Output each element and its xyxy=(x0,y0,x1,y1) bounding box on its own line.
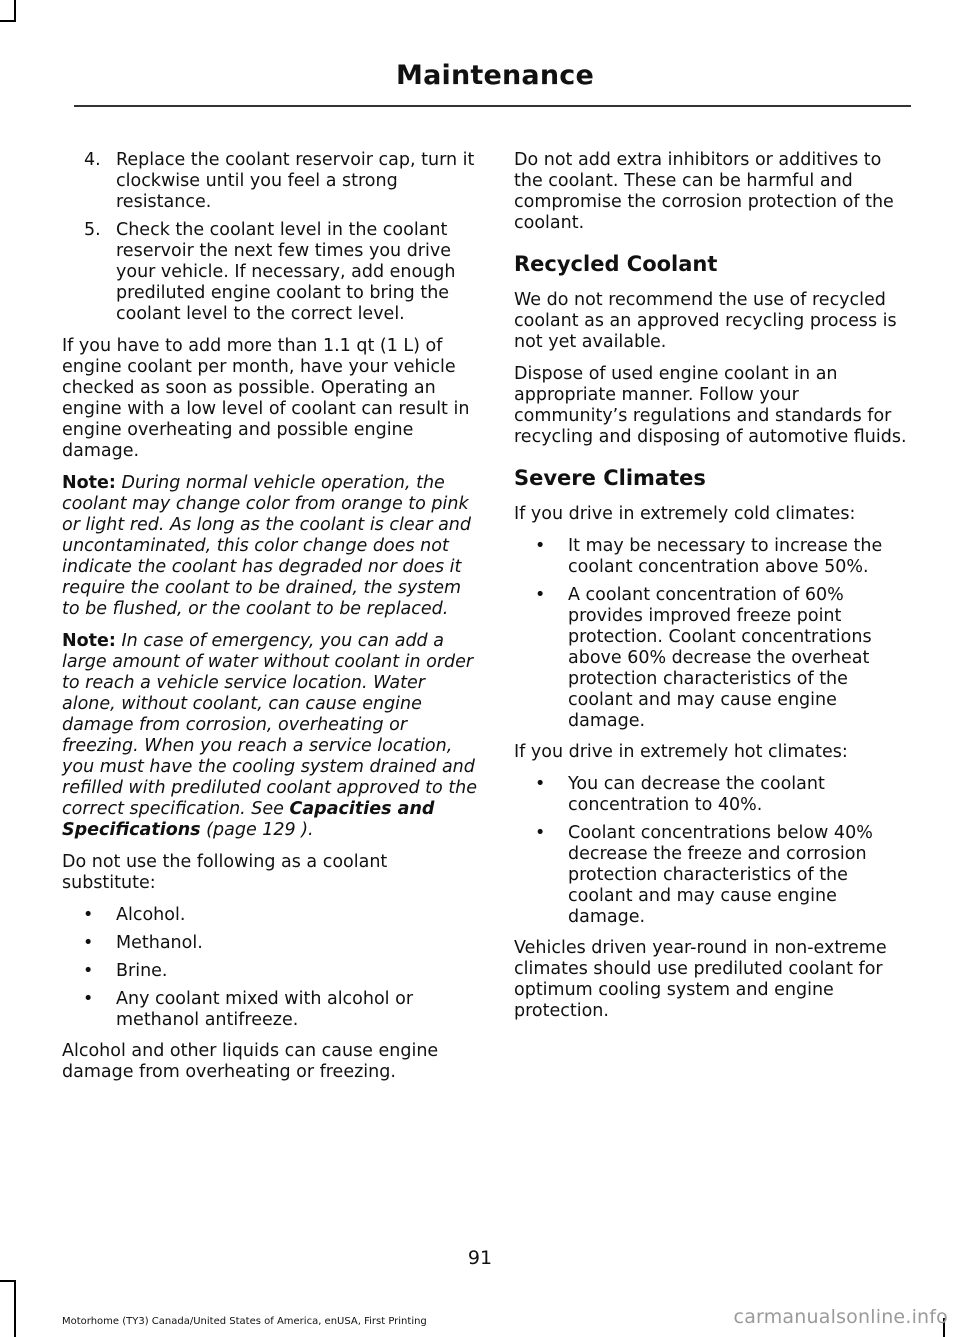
bullet-icon: • xyxy=(83,933,94,953)
note-text: During normal vehicle operation, the coolant may change color from orange to pink or light red. As long as the coolant is clear and uncontaminated, this color change does not indicate the coolant has degraded nor does it require the coolant to be drained, the system to be flushed, or the coolant to be replaced. xyxy=(62,473,472,619)
paragraph-hot-intro: If you drive in extremely hot climates: xyxy=(514,742,848,762)
crop-mark-top-left-h xyxy=(0,20,16,22)
list-item xyxy=(514,774,910,816)
left-column xyxy=(62,150,478,1094)
section-heading-recycled-coolant: Recycled Coolant xyxy=(514,252,718,276)
procedure-steps xyxy=(62,150,478,325)
paragraph-additives: Do not add extra inhibitors or additives to the coolant. These can be harmful and compromise the corrosion protection of the coolant. xyxy=(514,150,894,233)
note-color-change xyxy=(62,473,478,620)
paragraph-substitute-intro: Do not use the following as a coolant substitute: xyxy=(62,852,388,893)
bullet-icon: • xyxy=(83,905,94,925)
paragraph-alcohol-warning: Alcohol and other liquids can cause engine damage from overheating or freezing. xyxy=(62,1041,439,1082)
bullet-icon: • xyxy=(535,774,546,794)
step-text: Check the coolant level in the coolant reservoir the next few times you drive your vehicle. If necessary, add enough prediluted engine coolant to bring the coolant level to the correct level. xyxy=(116,220,456,324)
crop-mark-bottom-left-h xyxy=(0,1280,16,1282)
note-label: Note: xyxy=(62,631,116,651)
bullet-icon: • xyxy=(83,989,94,1009)
list-item xyxy=(514,823,910,928)
step-number: 4. xyxy=(84,150,101,170)
header-rule xyxy=(74,105,911,107)
paragraph-dispose: Dispose of used engine coolant in an appropriate manner. Follow your community’s regulations and standards for recycling and disposing of automotive fluids. xyxy=(514,364,907,447)
note-label: Note: xyxy=(62,473,116,493)
cold-climate-list xyxy=(514,536,910,732)
bullet-icon: • xyxy=(83,961,94,981)
list-item-text: A coolant concentration of 60% provides improved freeze point protection. Coolant concentrations above 60% decrease the overheat protection characteristics of the coolant and may cause engine damage. xyxy=(568,585,872,731)
list-item xyxy=(62,961,478,982)
watermark: carmanualsonline.info xyxy=(733,1306,948,1328)
note-emergency-water xyxy=(62,631,478,841)
list-item-text: Alcohol. xyxy=(116,905,186,925)
hot-climate-list xyxy=(514,774,910,928)
step-number: 5. xyxy=(84,220,101,240)
list-item xyxy=(62,220,478,325)
list-item-text: Any coolant mixed with alcohol or methanol antifreeze. xyxy=(116,989,414,1030)
bullet-icon: • xyxy=(535,823,546,843)
page-title: Maintenance xyxy=(396,60,594,91)
list-item xyxy=(62,989,478,1031)
cross-reference-link[interactable]: Capacities and Specifications xyxy=(62,799,435,840)
list-item xyxy=(62,150,478,213)
paragraph-coolant-usage: If you have to add more than 1.1 qt (1 L) of engine coolant per month, have your vehicle checked as soon as possible. Operating an engine with a low level of coolant can result in engine overheating and possible engine damage. xyxy=(62,336,470,461)
paragraph-recycled: We do not recommend the use of recycled coolant as an approved recycling process is not yet available. xyxy=(514,290,897,352)
list-item-text: It may be necessary to increase the coolant concentration above 50%. xyxy=(568,536,883,577)
bullet-icon: • xyxy=(535,536,546,556)
cross-reference-page: (page 129 ). xyxy=(206,820,314,840)
list-item-text: Brine. xyxy=(116,961,168,981)
list-item xyxy=(62,933,478,954)
right-column xyxy=(514,150,910,1033)
bullet-icon: • xyxy=(535,585,546,605)
list-item xyxy=(514,536,910,578)
substitute-list xyxy=(62,905,478,1031)
list-item-text: You can decrease the coolant concentration to 40%. xyxy=(568,774,825,815)
list-item-text: Coolant concentrations below 40% decrease the freeze and corrosion protection characteristics of the coolant and may cause engine damage. xyxy=(568,823,873,927)
list-item xyxy=(514,585,910,732)
paragraph-cold-intro: If you drive in extremely cold climates: xyxy=(514,504,856,524)
section-heading-severe-climates: Severe Climates xyxy=(514,466,706,490)
list-item xyxy=(62,905,478,926)
list-item-text: Methanol. xyxy=(116,933,203,953)
crop-mark-bottom-left xyxy=(14,1280,16,1337)
step-text: Replace the coolant reservoir cap, turn it clockwise until you feel a strong resistance. xyxy=(116,150,475,212)
page-number: 91 xyxy=(467,1247,493,1269)
paragraph-year-round: Vehicles driven year-round in non-extreme climates should use prediluted coolant for optimum cooling system and engine protection. xyxy=(514,938,887,1021)
crop-mark-top-left xyxy=(14,0,16,22)
note-text: In case of emergency, you can add a large amount of water without coolant in order to reach a vehicle service location. Water alone, without coolant, can cause engine damage from corrosion, overheating or freezing. When you reach a service location, you must have the cooling system drained and refilled with prediluted coolant approved to the correct specification. See xyxy=(62,631,478,819)
edition-footer: Motorhome (TY3) Canada/United States of America, enUSA, First Printing xyxy=(62,1316,427,1327)
